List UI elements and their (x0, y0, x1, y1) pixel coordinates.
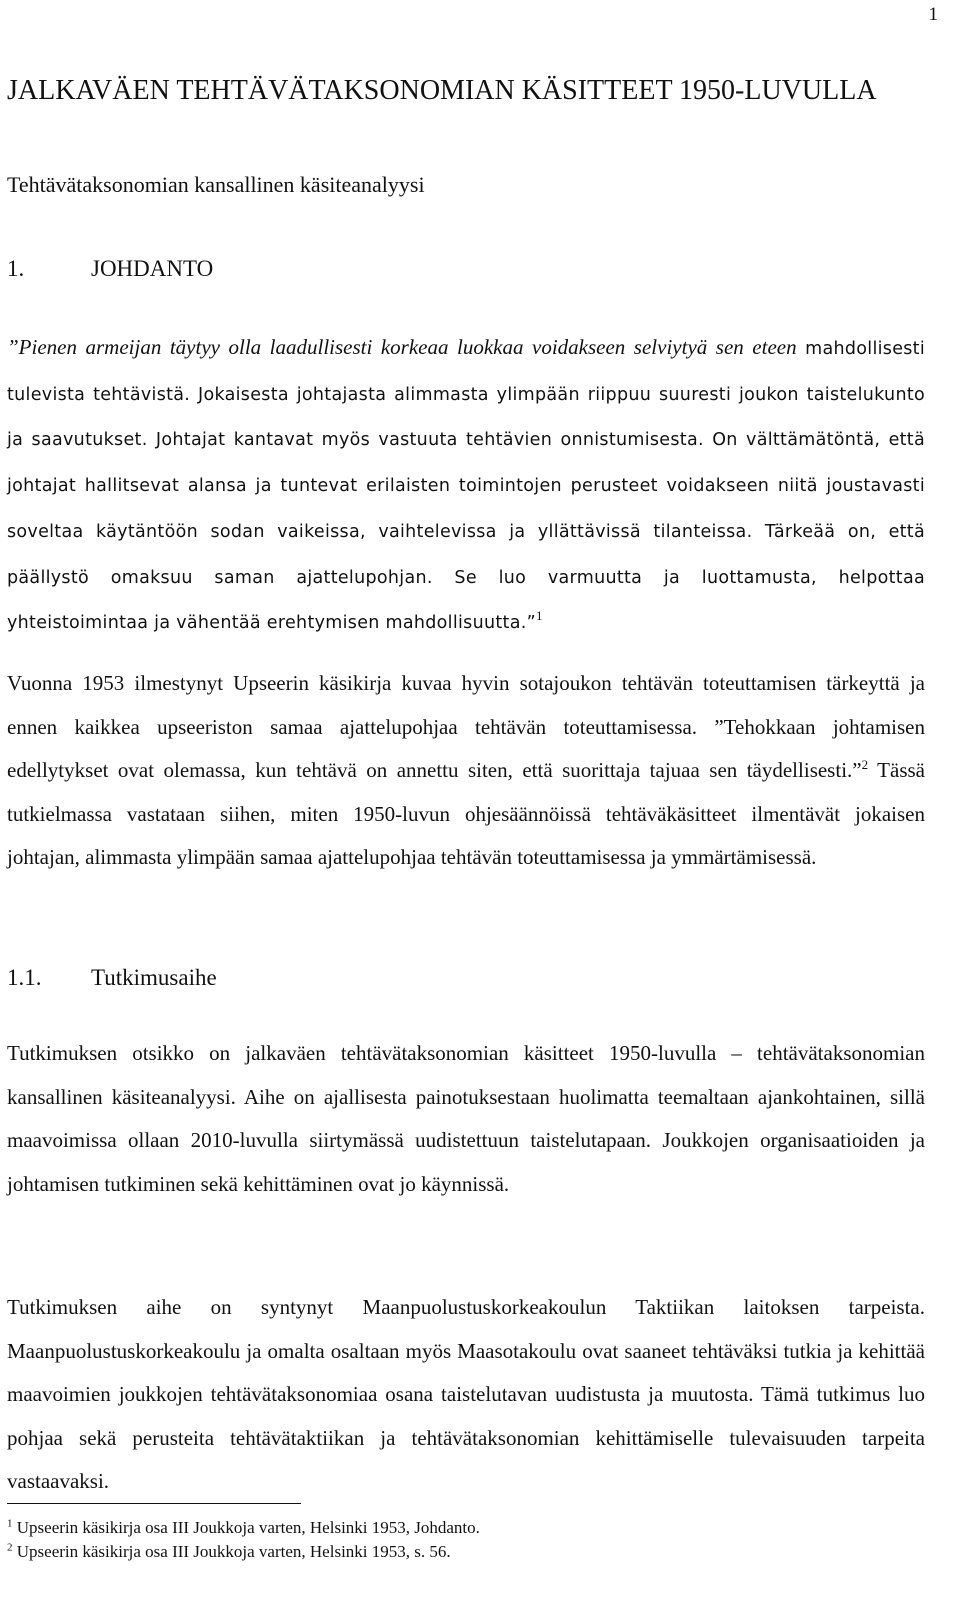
section-number: 1. (7, 256, 25, 281)
paragraph-intro-text-b: Tässä tutkielmassa vastataan siihen, miten 1950-luvun ohjesäännöissä tehtäväkäsitteet ilmentävät jokaisen johtajan, alimmasta ylimpään samaa ajattelupohjaa tehtävän toteuttamisessa ja ymmärtämisessä. (7, 758, 925, 870)
section-heading-johdanto (7, 256, 213, 282)
section-heading-tutkimusaihe (7, 965, 217, 991)
footnote-1 (7, 1516, 480, 1540)
footnotes (7, 1516, 480, 1564)
quote-italic-text: ”Pienen armeijan täytyy olla laadullisesti korkeaa luokkaa voidakseen selviytyä sen eteen (7, 335, 797, 359)
footnote-text: Upseerin käsikirja osa III Joukkoja varten, Helsinki 1953, Johdanto. (16, 1518, 480, 1537)
section-title: JOHDANTO (91, 256, 214, 281)
document-subtitle: Tehtävätaksonomian kansallinen käsiteanalyysi (7, 172, 425, 197)
paragraph-intro-text-a: Vuonna 1953 ilmestynyt Upseerin käsikirja kuvaa hyvin sotajoukon tehtävän toteuttamisen tärkeyttä ja ennen kaikkea upseeriston samaa ajattelupohjaa tehtävän toteuttamisessa. ”Tehokkaan johtamisen edellytykset ovat olemassa, kun tehtävä on annettu siten, että suorittaja tajuaa sen täydellisesti.” (7, 671, 925, 783)
paragraph-origin: Tutkimuksen aihe on syntynyt Maanpuolustuskorkeakoulun Taktiikan laitoksen tarpeista. Maanpuolustuskorkeakoulu ja omalta osaltaan myös Maasotakoulu ovat saaneet tehtäväksi tutkia ja kehittää maavoimien joukkojen tehtävätaksonomiaa osana taistelutavan uudistusta ja muutosta. Tämä tutkimus luo pohjaa sekä perusteita tehtävätaktiikan ja tehtävätaksonomian kehittämiselle tulevaisuuden tarpeita vastaavaksi. (7, 1295, 925, 1494)
paragraph-topic: Tutkimuksen otsikko on jalkaväen tehtävätaksonomian käsitteet 1950-luvulla – tehtävätaksonomian kansallinen käsiteanalyysi. Aihe on ajallisesta painotuksestaan huolimatta teemaltaan ajankohtainen, sillä maavoimissa ollaan 2010-luvulla siirtymässä uudistettuun taistelutapaan. Joukkojen organisaatioiden ja johtamisen tutkiminen sekä kehittäminen ovat jo käynnissä. (7, 1041, 925, 1196)
footnote-ref-1[interactable]: 1 (535, 608, 543, 624)
section-title: Tutkimusaihe (91, 965, 217, 990)
footnote-2 (7, 1540, 480, 1564)
paragraph-intro (7, 662, 925, 880)
opening-quote (7, 326, 925, 646)
footnote-marker: 2 (7, 1541, 13, 1554)
footnote-text: Upseerin käsikirja osa III Joukkoja varten, Helsinki 1953, s. 56. (16, 1542, 451, 1561)
footnote-marker: 1 (7, 1517, 13, 1530)
quote-body-text: mahdollisesti tulevista tehtävistä. Jokaisesta johtajasta alimmasta ylimpään riippuu suuresti joukon taistelukunto ja saavutukset. Johtajat kantavat myös vastuuta tehtävien onnistumisesta. On välttämätöntä, että johtajat hallitsevat alansa ja tuntevat erilaisten toimintojen perusteet voidakseen niitä joustavasti soveltaa käytäntöön sodan vaikeissa, vaihtelevissa ja yllättävissä tilanteissa. Tärkeää on, että päällystö omaksuu saman ajattelupohjan. (7, 339, 925, 588)
page-number: 1 (928, 4, 938, 25)
footnote-ref-2[interactable]: 2 (861, 757, 869, 773)
section-number: 1.1. (7, 965, 42, 990)
document-title: JALKAVÄEN TEHTÄVÄTAKSONOMIAN KÄSITTEET 1950-LUVULLA (7, 75, 877, 106)
footnote-separator (7, 1503, 301, 1504)
quote-end-text: Se luo varmuutta ja luottamusta, helpottaa yhteistoimintaa ja vähentää erehtymisen mahdollisuutta.” (7, 567, 925, 634)
